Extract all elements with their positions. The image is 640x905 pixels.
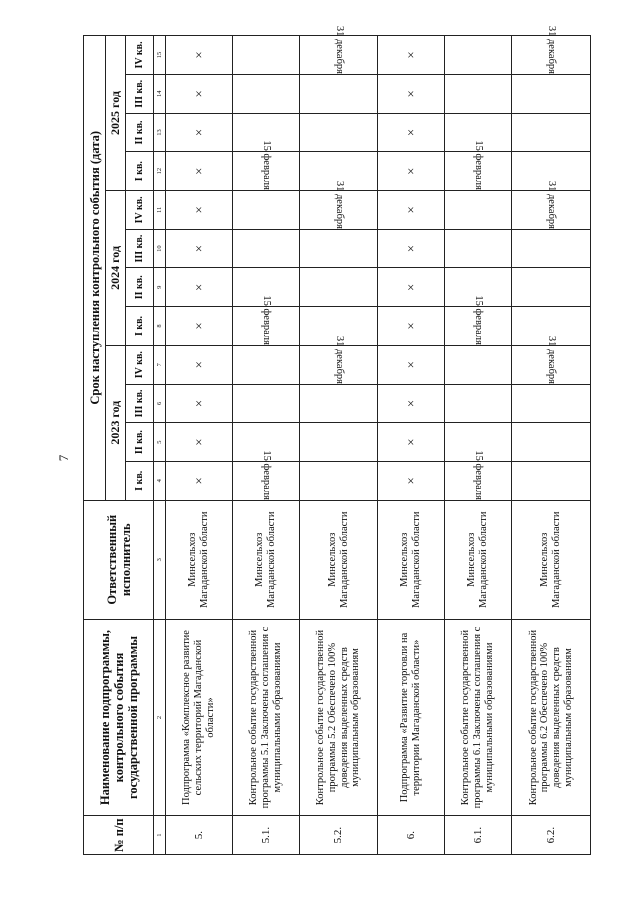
rotated-table-wrapper: [83, 25, 574, 855]
deadline-cell-date: [512, 25, 591, 75]
row-number: 5.2.: [300, 816, 378, 855]
table-row: [300, 36, 378, 855]
deadline-date-text: 15 февраля: [260, 140, 272, 191]
row-number: 6.: [378, 816, 445, 855]
deadline-cell-mark: ×: [166, 423, 233, 462]
row-number: 5.1.: [233, 816, 300, 855]
row-responsible: Минсельхоз Магаданской области: [166, 500, 233, 619]
deadline-cell-mark: ×: [166, 113, 233, 152]
row-responsible: Минсельхоз Магаданской области: [445, 500, 512, 619]
table-row: [166, 36, 233, 855]
row-number: 6.1.: [445, 816, 512, 855]
deadline-cell-mark: ×: [378, 74, 445, 113]
header-year-2023: 2023 год: [106, 345, 126, 500]
deadline-cell-empty: [300, 461, 378, 500]
deadline-cell-mark: ×: [166, 345, 233, 384]
row-name: Контрольное событие государственной программы 6.1 Заключены соглашения с муниципальными образованиями: [445, 619, 512, 816]
deadline-cell-mark: ×: [378, 191, 445, 230]
deadline-cell-mark: ×: [166, 461, 233, 500]
deadline-date-text: 15 февраля: [472, 450, 484, 500]
row-responsible: Минсельхоз Магаданской области: [300, 500, 378, 619]
deadline-cell-mark: ×: [378, 229, 445, 268]
deadline-cell-empty: [300, 229, 378, 268]
deadline-cell-empty: [233, 191, 300, 230]
header-quarter: II кв.: [126, 268, 154, 307]
deadline-cell-empty: [445, 384, 512, 423]
row-responsible: Минсельхоз Магаданской области: [512, 500, 591, 619]
deadline-cell-date: [445, 140, 512, 191]
page-number: 7: [56, 454, 71, 462]
column-number: 12: [154, 152, 166, 191]
row-name: Подпрограмма «Комплексное развитие сельских территорий Магаданской области»: [166, 619, 233, 816]
header-quarter: II кв.: [126, 113, 154, 152]
header-quarter: I кв.: [126, 307, 154, 346]
row-name: Контрольное событие государственной программы 5.1 Заключены соглашения с муниципальными образованиями: [233, 619, 300, 816]
column-number: 8: [154, 307, 166, 346]
header-quarter: IV кв.: [126, 191, 154, 230]
control-events-table: [83, 25, 591, 855]
deadline-cell-empty: [512, 461, 591, 500]
deadline-cell-mark: ×: [378, 384, 445, 423]
column-number: 7: [154, 345, 166, 384]
header-quarter: III кв.: [126, 384, 154, 423]
header-quarter: III кв.: [126, 229, 154, 268]
deadline-cell-mark: ×: [378, 268, 445, 307]
deadline-cell-empty: [300, 268, 378, 307]
deadline-date-text: 31 декабря: [333, 180, 345, 229]
deadline-cell-mark: ×: [378, 345, 445, 384]
deadline-cell-date: [233, 450, 300, 500]
row-number: 6.2.: [512, 816, 591, 855]
deadline-cell-date: [233, 140, 300, 191]
deadline-date-text: 31 декабря: [545, 335, 557, 384]
row-number: 5.: [166, 816, 233, 855]
deadline-cell-empty: [445, 345, 512, 384]
deadline-cell-date: [445, 295, 512, 346]
deadline-cell-empty: [445, 229, 512, 268]
deadline-cell-empty: [512, 423, 591, 462]
header-year-2025: 2025 год: [106, 36, 126, 191]
column-number: 14: [154, 74, 166, 113]
column-number: 3: [154, 500, 166, 619]
row-name: Подпрограмма «Развитие торговли на территории Магаданской области»: [378, 619, 445, 816]
header-name: Наименование подпрограммы, контрольного события государственной программы: [84, 619, 154, 816]
deadline-cell-empty: [233, 384, 300, 423]
deadline-date-text: 15 февраля: [260, 450, 272, 500]
header-quarter: II кв.: [126, 423, 154, 462]
row-responsible: Минсельхоз Магаданской области: [233, 500, 300, 619]
header-quarter: IV кв.: [126, 36, 154, 75]
row-responsible: Минсельхоз Магаданской области: [378, 500, 445, 619]
deadline-cell-mark: ×: [378, 113, 445, 152]
deadline-cell-mark: ×: [166, 152, 233, 191]
column-number: 11: [154, 191, 166, 230]
header-quarter: I кв.: [126, 152, 154, 191]
table-row: [233, 36, 300, 855]
deadline-cell-mark: ×: [378, 307, 445, 346]
column-number: 1: [154, 816, 166, 855]
header-responsible: Ответственный исполнитель: [84, 500, 154, 619]
column-number: 15: [154, 36, 166, 75]
column-number: 10: [154, 229, 166, 268]
deadline-cell-empty: [445, 74, 512, 113]
header-quarter: III кв.: [126, 74, 154, 113]
deadline-cell-mark: ×: [378, 36, 445, 75]
deadline-cell-mark: ×: [378, 152, 445, 191]
table-row: [378, 36, 445, 855]
deadline-date-text: 15 февраля: [260, 295, 272, 345]
deadline-date-text: 31 декабря: [545, 180, 557, 229]
deadline-cell-date: [300, 335, 378, 384]
header-quarter: I кв.: [126, 461, 154, 500]
deadline-cell-mark: ×: [166, 384, 233, 423]
deadline-date-text: 15 февраля: [472, 140, 484, 191]
deadline-cell-empty: [233, 36, 300, 75]
deadline-date-text: 31 декабря: [333, 335, 345, 384]
column-number: 9: [154, 268, 166, 307]
deadline-cell-empty: [445, 191, 512, 230]
deadline-cell-empty: [300, 384, 378, 423]
deadline-date-text: 15 февраля: [472, 295, 484, 345]
deadline-date-text: 31 декабря: [545, 25, 557, 74]
deadline-cell-date: [233, 295, 300, 346]
deadline-cell-empty: [233, 74, 300, 113]
header-year-2024: 2024 год: [106, 191, 126, 346]
deadline-cell-date: [300, 25, 378, 75]
deadline-cell-date: [512, 180, 591, 230]
deadline-cell-empty: [512, 74, 591, 113]
deadline-cell-date: [512, 335, 591, 384]
deadline-cell-empty: [512, 229, 591, 268]
header-deadline: Срок наступления контрольного события (дата): [84, 36, 106, 501]
deadline-cell-mark: ×: [378, 461, 445, 500]
header-num: № п/п: [84, 816, 154, 855]
deadline-cell-empty: [233, 345, 300, 384]
deadline-date-text: 31 декабря: [333, 25, 345, 74]
table-row: [445, 36, 512, 855]
deadline-cell-mark: ×: [378, 423, 445, 462]
deadline-cell-empty: [445, 36, 512, 75]
deadline-cell-mark: ×: [166, 74, 233, 113]
row-name: Контрольное событие государственной программы 5.2 Обеспечено 100% доведения выделенных средств муниципальным образованиям: [300, 619, 378, 816]
deadline-cell-empty: [300, 113, 378, 152]
deadline-cell-mark: ×: [166, 268, 233, 307]
deadline-cell-empty: [300, 74, 378, 113]
deadline-cell-empty: [512, 268, 591, 307]
deadline-cell-mark: ×: [166, 36, 233, 75]
deadline-cell-date: [300, 180, 378, 230]
deadline-cell-mark: ×: [166, 191, 233, 230]
row-name: Контрольное событие государственной программы 6.2 Обеспечено 100% доведения выделенных средств муниципальным образованиям: [512, 619, 591, 816]
table-row: [512, 36, 591, 855]
column-number: 2: [154, 619, 166, 816]
deadline-cell-mark: ×: [166, 307, 233, 346]
deadline-cell-empty: [233, 229, 300, 268]
deadline-cell-mark: ×: [166, 229, 233, 268]
deadline-cell-empty: [300, 423, 378, 462]
deadline-cell-date: [445, 450, 512, 500]
column-number: 4: [154, 461, 166, 500]
column-number: 6: [154, 384, 166, 423]
deadline-cell-empty: [512, 384, 591, 423]
column-number: 5: [154, 423, 166, 462]
header-quarter: IV кв.: [126, 345, 154, 384]
deadline-cell-empty: [512, 113, 591, 152]
column-number: 13: [154, 113, 166, 152]
